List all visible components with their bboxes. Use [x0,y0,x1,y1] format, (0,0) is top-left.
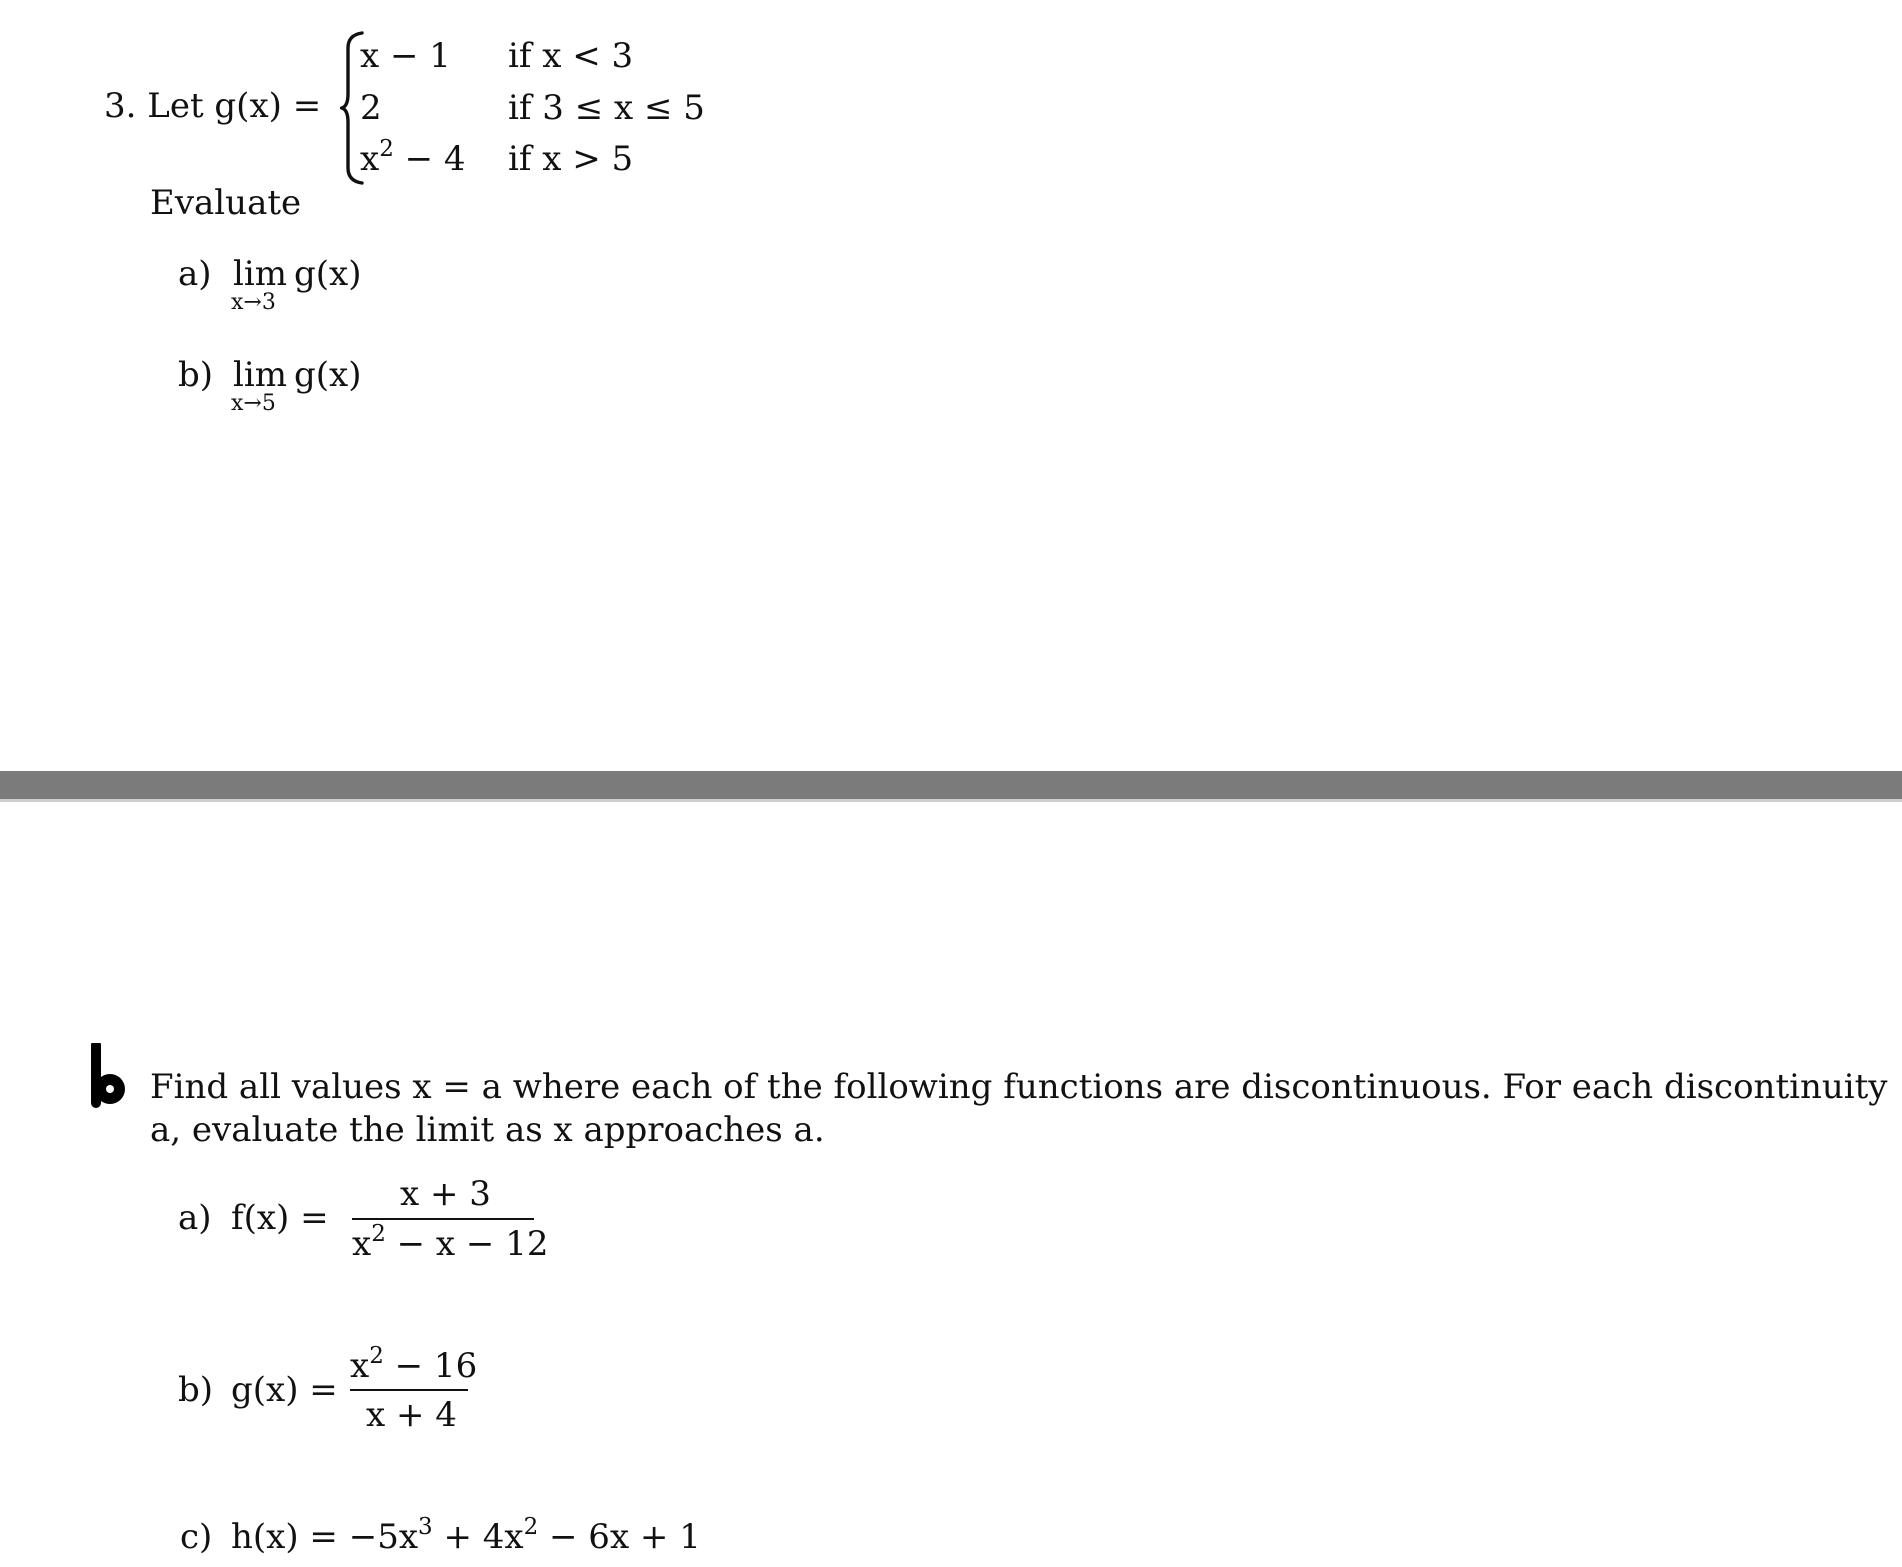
case-3-expression: $x^2 - 4$ [360,136,466,179]
problem-3-intro: 3. Let g(x) = [104,86,322,126]
part-a-label: a) [178,254,212,294]
page-divider-edge [0,799,1902,802]
instructions-line-2: a, evaluate the limit as x approaches a. [150,1110,825,1150]
part-a-lim: lim [233,254,287,294]
part-b-lim: lim [233,355,287,395]
evaluate-label: Evaluate [150,183,302,223]
function-b-fraction-bar [350,1389,468,1391]
function-b-denominator: x + 4 [366,1395,457,1435]
function-b-label: b) [178,1370,214,1410]
problem-marker-icon [90,1043,130,1111]
function-c-label: c) [180,1517,213,1557]
case-1-expression: x − 1 [360,36,451,76]
case-2-expression: 2 [360,88,382,128]
case-2-condition: if 3 ≤ x ≤ 5 [508,88,705,128]
part-b-function: g(x) [294,355,362,395]
function-c-expression: $h(x) = -5x^3 + 4x^2 - 6x + 1$ [231,1514,701,1557]
function-a-lhs: f(x) = [231,1198,329,1238]
part-b-subscript: x→5 [231,391,276,416]
instructions-line-1: Find all values x = a where each of the following functions are discontinuous. For each discontinuity [150,1067,1888,1107]
case-1-condition: if x < 3 [508,36,634,76]
case-3-condition: if x > 5 [508,139,634,179]
function-a-numerator: x + 3 [400,1174,491,1214]
part-a-function: g(x) [294,254,362,294]
part-b-label: b) [178,355,214,395]
function-b-numerator: $x^2 - 16$ [350,1343,478,1386]
function-a-fraction-bar [352,1218,534,1220]
function-b-lhs: g(x) = [231,1370,338,1410]
function-a-label: a) [178,1198,212,1238]
function-a-denominator: $x^2 - x - 12$ [352,1221,549,1264]
part-a-subscript: x→3 [231,290,276,315]
page-divider [0,771,1902,799]
